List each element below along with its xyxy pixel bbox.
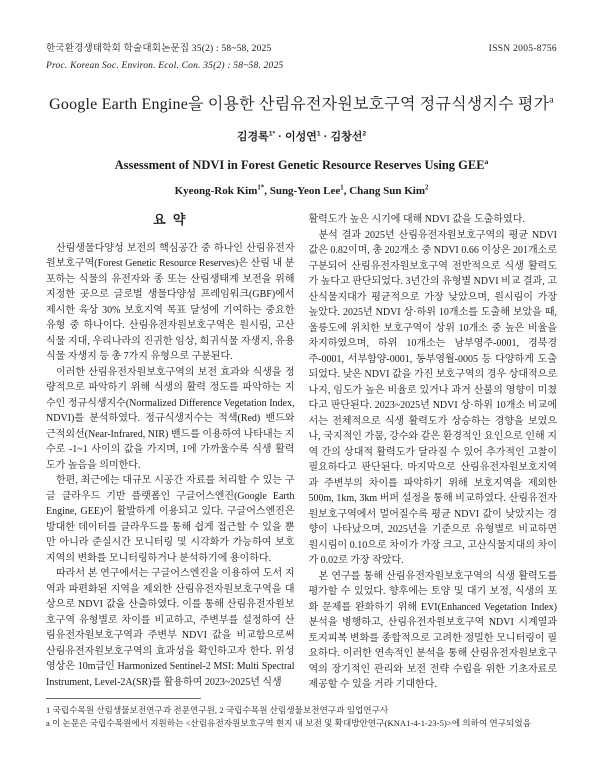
author-en-name: Sung-Yeon Lee [269,185,341,197]
author-kr-sup: 1* [268,130,276,138]
footnote-area [46,698,557,730]
author-kr-sup: 2 [362,130,367,138]
author-kr-name: 김경록 [236,131,269,143]
author-kr-name: 이성연 [284,131,317,143]
author-separator: · [275,131,285,143]
paper-title-kr [46,95,557,115]
abstract-right-column [309,212,558,693]
footnote-affiliation: 1 국립수목원 산림생물보전연구과 전문연구원, 2 국립수목원 산림생물보전연구과 임업연구사 [46,704,389,715]
journal-header [46,45,557,71]
journal-name-en: Proc. Korean Soc. Environ. Ecol. Con. 35(2) : 58~58. 2025 [46,60,284,71]
abstract-left-column [46,212,295,693]
abstract-heading: 요 약 [153,212,188,227]
paper-title-en [46,158,557,173]
author-en-name: Kyeong-Rok Kim [174,185,258,197]
author-kr-sup: 1 [316,130,321,138]
abstract-paragraph: 본 연구를 통해 산림유전자원보호구역의 식생 활력도를 평가할 수 있었다. 향후에는 토양 및 대기 보정, 식생의 포화 문제를 완화하기 위해 EVI(Enhanced Vegetation Index) 분석을 병행하고, 산림유전자원보호구역 NDVI 시계열과 토지피복 변화를 종합적으로 고려한 정밀한 모니터링이 필요하다. 이러한 연속적인 분석을 통해 산림유전자원보호구역의 장기적인 관리와 보전 전략 수립을 위한 기초자료로 제공할 수 있을 거라 기대한다. [308,570,557,690]
abstract-paragraph: 따라서 본 연구에서는 구글어스엔진을 이용하여 도서 지역과 파편화된 지역을 제외한 산림유전자원보호구역을 대상으로 NDVI 값을 산출하였다. 이를 통해 산림유전자원보호구역 유형별로 차이를 비교하고, 주변부를 설정하여 산림유전자원보호구역과 주변부 NDVI 값을 비교함으로써 산림유전자원보호구역의 효과성을 확인하고자 한다. 위성영상은 10m급인 Harmonized Sentinel-2 MSI: Multi Spectral Instrument, Level-2A(SR)를 활용하여 2023~2025년 식생 [46,568,295,688]
title-footnote-marker-kr: a [549,94,554,106]
footnote-divider [46,698,201,699]
authors-kr [46,128,557,144]
abstract-body [46,212,557,693]
abstract-paragraph: 산림생물다양성 보전의 핵심공간 중 하나인 산림유전자원보호구역(Forest Genetic Resource Reserves)은 산림 내 분포하는 식물의 유전자와 종 또는 산림생태계 보전을 위해 지정한 곳으로 글로벌 생물다양성 프레임워크(GBF)에서 제시한 육상 30% 보호지역 목표 달성에 기여하는 중요한 유형 중 하나이다. 산림유전자원보호구역은 원시림, 고산식물 지대, 우리나라의 진귀한 임상, 희귀식물 자생지, 유용식물 자생지 등 총 7가지 유형으로 구분된다. [46,242,295,362]
author-en-sup: 1* [257,184,265,192]
paper-title-en-text: Assessment of NDVI in Forest Genetic Resource Reserves Using GEE [114,158,485,172]
authors-en [46,185,557,197]
abstract-paragraph: 한편, 최근에는 대규모 시공간 자료를 처리할 수 있는 구글 클라우드 기반 플랫폼인 구글어스엔진(Google Earth Engine, GEE)이 활발하게 이용되고 있다. 구글어스엔진은 방대한 데이터를 클라우드를 통해 쉽게 접근할 수 있을 뿐만 아니라 준실시간 모니터링 및 시각화가 가능하여 보호지역의 변화를 모니터링하거나 분석하기에 용이하다. [46,475,295,564]
abstract-paragraph: 이러한 산림유전자원보호구역의 보전 효과와 식생을 정량적으로 파악하기 위해 식생의 활력 정도를 파악하는 지수인 정규식생지수(Normalized Difference Vegetation Index, NDVI)를 분석하였다. 정규식생지수는 적색(Red) 밴드와 근적외선(Near-Infrared, NIR) 밴드를 이용하여 나타내는 지수로 -1~1 사이의 값을 가지며, 1에 가까울수록 식생 활력도가 높음을 의미한다. [46,366,295,471]
abstract-paragraph: 분석 결과 2025년 산림유전자원보호구역의 평균 NDVI 값은 0.82이며, 총 202개소 중 NDVI 0.66 이상은 201개소로 구분되어 산림유전자원보호구역 전반적으로 식생 활력도가 높다고 판단되었다. 3년간의 유형별 NDVI 비교 결과, 고산식물지대가 평균적으로 가장 낮았으며, 원시림이 가장 높았다. 2025년 NDVI 상·하위 10개소를 도출해 보았을 때, 울릉도에 위치한 보호구역이 상위 10개소 중 높은 비율을 차지하였으며, 하위 10개소는 남부영주-0001, 경북경주-0001, 서부함양-0001, 동부영월-0005 등 다양하게 도출되었다. 낮은 NDVI 값을 가진 보호구역의 경우 상대적으로 나지, 임도가 높은 비율로 있거나 과거 산불의 영향이 미쳤다고 판단된다. 2023~2025년 NDVI 상·하위 10개소 비교에서는 전체적으로 식생 활력도가 상승하는 경향을 보였으나, 국지적인 가뭄, 강수와 같은 환경적인 요인으로 인해 지역 간의 상대적 활력도가 달라질 수 있어 추가적인 고찰이 필요하다고 판단된다. 마지막으로 산림유전자원보호지역과 주변부의 차이를 파악하기 위해 보호지역을 제외한 500m, 1km, 3km 버퍼 설정을 통해 비교하였다. 산림유전자원보호구역에서 멀어질수록 평균 NDVI 값이 낮았지는 경향이 나타났으며, 2025년을 기준으로 유형별로 비교하면 원시림이 0.10으로 차이가 가장 크고, 고산식물지대의 차이가 0.02로 가장 작았다. [308,229,557,566]
title-footnote-marker-en: a [484,156,489,166]
author-separator: , [264,185,270,197]
journal-name-kr: 한국환경생태학회 학술대회논문집 35(2) : 58~58, 2025 [46,44,272,54]
author-en-sup: 2 [425,184,429,192]
author-en-sup: 1 [340,184,344,192]
footnote-funding: a 이 논문은 국립수목원에서 지원하는 <산림유전자원보호구역 현지 내 보전 및 확대방안연구(KNA1-4-1-23-5)>에 의하여 연구되었음 [46,717,532,728]
author-kr-name: 김창선 [330,131,363,143]
author-separator: , [343,185,350,197]
journal-header-left [46,45,283,71]
author-separator: · [320,131,331,143]
author-en-name: Chang Sun Kim [349,185,426,197]
abstract-paragraph: 활력도가 높은 시기에 대해 NDVI 값을 도출하였다. [308,214,525,225]
paper-title-kr-text: Google Earth Engine을 이용한 산림유전자원보호구역 정규식생지수 평가 [49,96,550,113]
issn-label: ISSN 2005-8756 [488,44,557,54]
